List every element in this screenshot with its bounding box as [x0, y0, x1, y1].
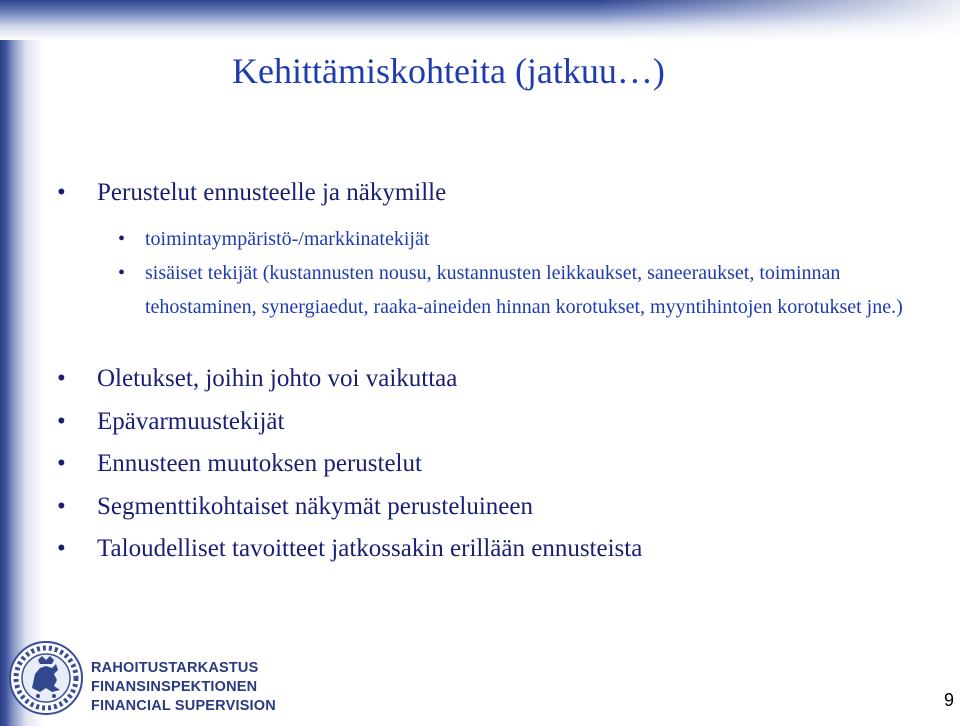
logo-text-line: RAHOITUSTARKASTUS — [91, 660, 259, 676]
sub-bullet-text: toimintaympäristö-/markkinatekijät — [145, 228, 430, 250]
bullet-icon: • — [57, 408, 66, 435]
bullet-icon: • — [118, 228, 126, 250]
sub-bullet-text: sisäiset tekijät (kustannusten nousu, kustannusten leikkaukset, saneeraukset, toiminnan tehostaminen, synergiaedut, raaka-aineiden hinnan korotukset, myyntihintojen korotukset jne.) — [145, 262, 903, 318]
bullet-item — [57, 450, 422, 478]
bullet-item — [57, 535, 643, 563]
bullet-item — [57, 365, 458, 393]
logo-text-line: FINANSINSPEKTIONEN — [91, 679, 258, 695]
bullet-text: Ennusteen muutoksen perustelut — [97, 450, 422, 477]
bullet-text: Epävarmuustekijät — [97, 408, 285, 435]
logo-text-line: FINANCIAL SUPERVISION — [91, 698, 276, 714]
top-band-fade — [600, 0, 960, 40]
bullet-text: Taloudelliset tavoitteet jatkossakin erillään ennusteista — [97, 535, 643, 562]
bullet-text: Perustelut ennusteelle ja näkymille — [97, 179, 447, 206]
sub-bullet-item — [118, 222, 945, 256]
bullet-text: Oletukset, joihin johto voi vaikuttaa — [97, 365, 458, 392]
bullet-icon: • — [57, 493, 66, 520]
bullet-text: Segmenttikohtaiset näkymät perusteluineen — [97, 493, 533, 520]
sub-bullet-item — [118, 256, 945, 324]
bullet-item — [57, 493, 533, 521]
bullet-icon: • — [57, 365, 66, 392]
slide-title: Kehittämiskohteita (jatkuu…) — [232, 51, 665, 91]
page-number: 9 — [944, 690, 955, 710]
bullet-item — [57, 408, 285, 436]
bullet-icon: • — [57, 450, 66, 477]
bullet-icon: • — [57, 179, 66, 206]
rahoitustarkastus-logo — [8, 630, 276, 722]
lion-emblem-icon — [8, 630, 86, 722]
bullet-icon: • — [118, 262, 126, 284]
bullet-icon: • — [57, 535, 66, 562]
bullet-item — [57, 179, 447, 207]
